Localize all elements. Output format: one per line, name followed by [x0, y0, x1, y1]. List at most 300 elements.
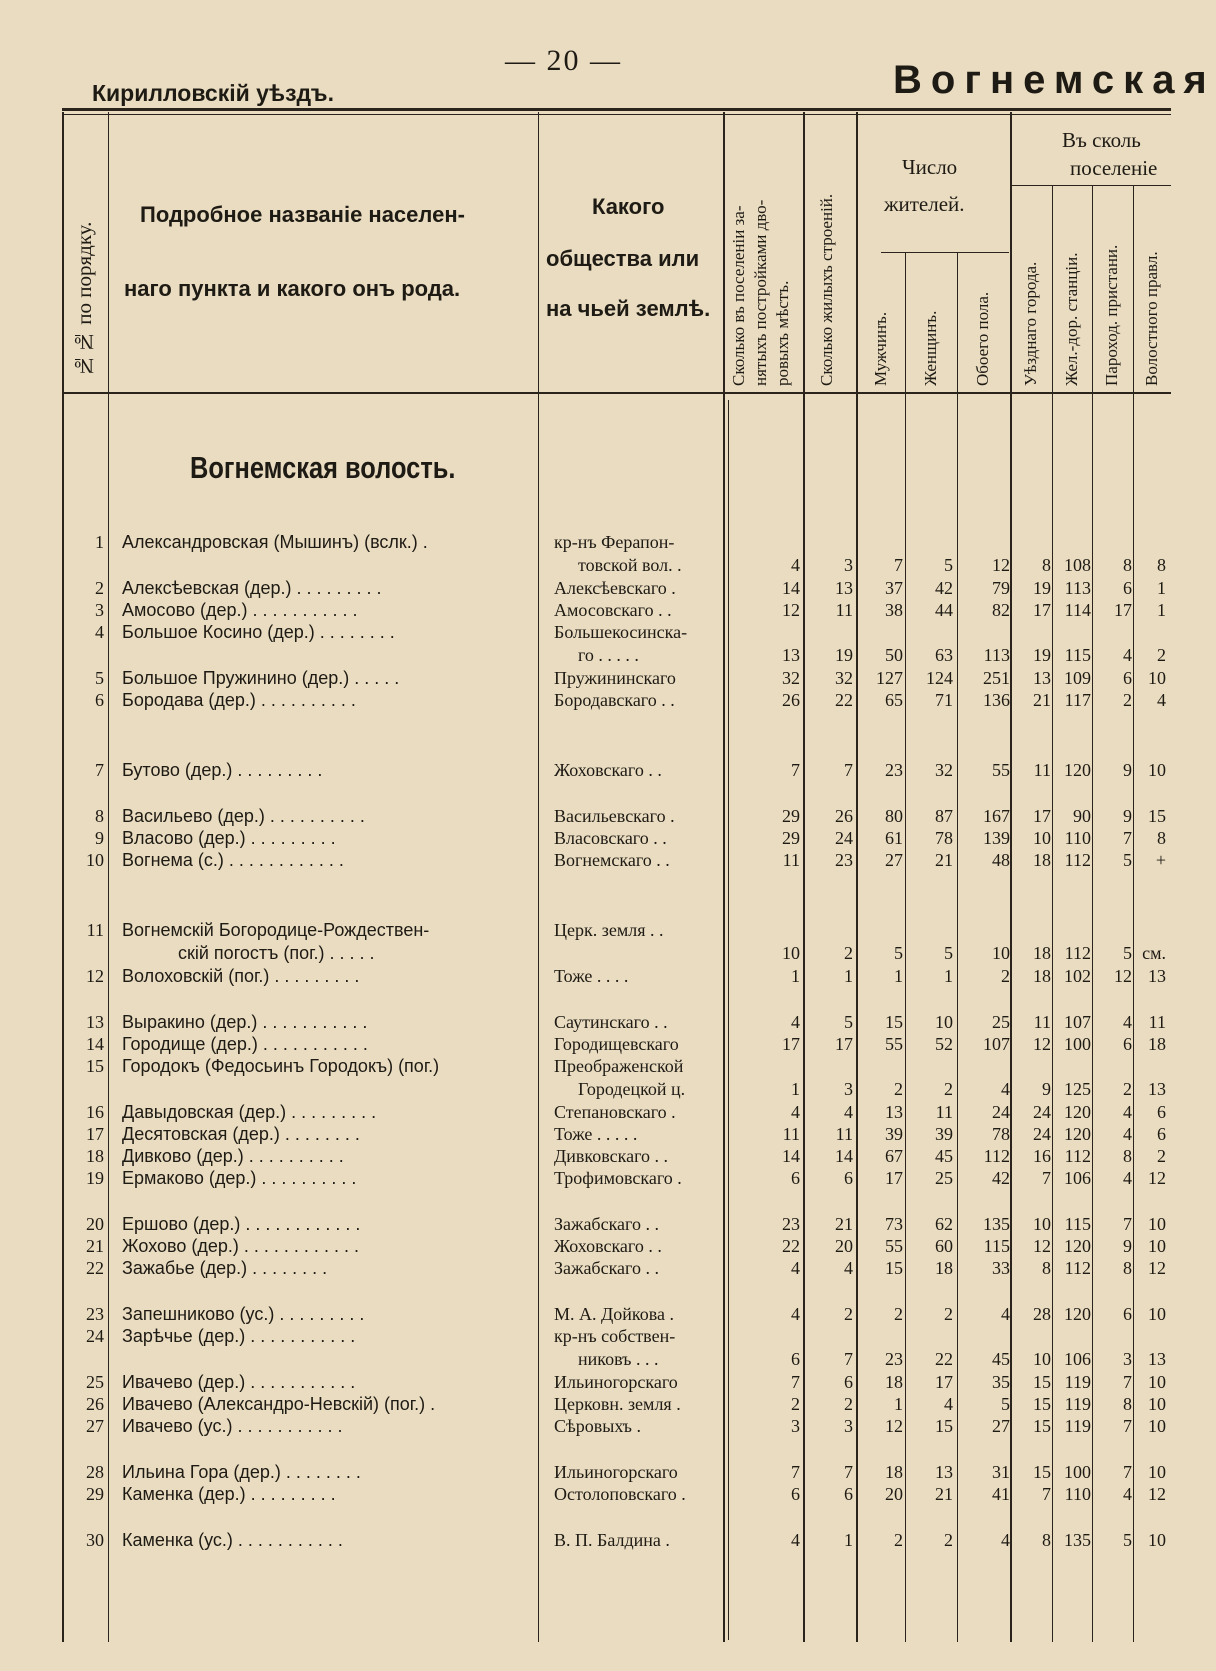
table-row	[0, 828, 1171, 850]
courtyards-value: 4	[791, 1102, 800, 1122]
table-row	[0, 1056, 1171, 1078]
dist-volost-value: 8	[1157, 555, 1166, 575]
dist-town-value: 15	[1033, 1394, 1051, 1414]
row-number: 9	[95, 828, 104, 848]
society-name: Дивковскаго . .	[554, 1146, 669, 1166]
buildings-value: 5	[844, 1012, 853, 1032]
settlement-name: Бутово (дер.) . . . . . . . . .	[122, 760, 323, 780]
dist-pier-value: 6	[1123, 1034, 1132, 1054]
table-row	[0, 1462, 1171, 1484]
courtyards-value: 12	[782, 600, 800, 620]
dist-railway-value: 119	[1064, 1372, 1091, 1392]
both-sexes-value: 4	[1001, 1304, 1010, 1324]
dist-volost-value: 2	[1157, 1146, 1166, 1166]
dist-volost-value: 10	[1148, 1462, 1166, 1482]
men-value: 65	[885, 690, 903, 710]
society-name: В. П. Балдина .	[554, 1530, 670, 1550]
buildings-value: 7	[844, 760, 853, 780]
both-sexes-value: 4	[1001, 1079, 1010, 1099]
society-name: Трофимовскаго .	[554, 1168, 682, 1188]
women-value: 22	[935, 1349, 953, 1369]
table-row	[0, 1102, 1171, 1124]
both-sexes-value: 24	[992, 1102, 1010, 1122]
courtyards-value: 7	[791, 1462, 800, 1482]
dist-railway-value: 119	[1064, 1416, 1091, 1436]
women-value: 87	[935, 806, 953, 826]
men-value: 2	[894, 1079, 903, 1099]
settlement-name: Давыдовская (дер.) . . . . . . . . .	[122, 1102, 377, 1122]
row-number: 15	[86, 1056, 104, 1076]
dist-town-value: 16	[1033, 1146, 1051, 1166]
dist-town-value: 28	[1033, 1304, 1051, 1324]
courtyards-value: 11	[782, 850, 800, 870]
buildings-value: 32	[835, 668, 853, 688]
settlement-name: Вогнемскій Богородице-Рождествен-	[122, 920, 430, 940]
men-value: 55	[885, 1034, 903, 1054]
dist-town-value: 24	[1033, 1102, 1051, 1122]
buildings-value: 2	[844, 1394, 853, 1414]
dist-volost-value: см.	[1142, 943, 1166, 963]
dist-pier-value: 5	[1123, 850, 1132, 870]
buildings-value: 4	[844, 1102, 853, 1122]
col-header-volost-board: Волостного правл.	[1142, 251, 1161, 386]
dist-volost-value: 10	[1148, 1236, 1166, 1256]
table-row	[0, 850, 1171, 872]
dist-town-value: 17	[1033, 600, 1051, 620]
courtyards-value: 17	[782, 1034, 800, 1054]
dist-railway-value: 106	[1064, 1349, 1091, 1369]
courtyards-value: 32	[782, 668, 800, 688]
dist-volost-value: 4	[1157, 690, 1166, 710]
men-value: 61	[885, 828, 903, 848]
dist-railway-value: 119	[1064, 1394, 1091, 1414]
table-row	[0, 806, 1171, 828]
table-row	[0, 1236, 1171, 1258]
dist-railway-value: 107	[1064, 1012, 1091, 1032]
dist-volost-value: 10	[1148, 668, 1166, 688]
settlement-name: Васильево (дер.) . . . . . . . . . .	[122, 806, 365, 826]
table-row	[0, 1416, 1171, 1438]
buildings-value: 6	[844, 1484, 853, 1504]
table-row	[0, 1124, 1171, 1146]
dist-town-value: 17	[1033, 806, 1051, 826]
men-value: 55	[885, 1236, 903, 1256]
row-number: 26	[86, 1394, 104, 1414]
dist-volost-value: 10	[1148, 1394, 1166, 1414]
row-number: 29	[86, 1484, 104, 1504]
women-value: 62	[935, 1214, 953, 1234]
col-header-name-1: Подробное названіе населен-	[140, 202, 465, 227]
row-number: 10	[86, 850, 104, 870]
dist-volost-value: 10	[1148, 1416, 1166, 1436]
settlement-name: Вогнема (с.) . . . . . . . . . . . .	[122, 850, 344, 870]
dist-volost-value: 8	[1157, 828, 1166, 848]
col-header-women: Женщинъ.	[921, 310, 940, 386]
both-sexes-value: 2	[1001, 966, 1010, 986]
dist-railway-value: 117	[1064, 690, 1091, 710]
dist-pier-value: 6	[1123, 578, 1132, 598]
society-name: Зажабскаго . .	[554, 1258, 659, 1278]
table-row	[0, 1304, 1171, 1326]
dist-pier-value: 8	[1123, 1258, 1132, 1278]
both-sexes-value: 55	[992, 760, 1010, 780]
settlement-name: Большое Косино (дер.) . . . . . . . .	[122, 622, 395, 642]
settlement-name: Десятовская (дер.) . . . . . . . .	[122, 1124, 360, 1144]
table-top-rule	[62, 108, 1171, 111]
dist-town-value: 21	[1033, 690, 1051, 710]
society-name: Ильиногорскаго	[554, 1462, 678, 1482]
col-header-pier: Пароход. пристани.	[1102, 244, 1121, 386]
men-value: 80	[885, 806, 903, 826]
both-sexes-value: 78	[992, 1124, 1010, 1144]
dist-pier-value: 8	[1123, 1394, 1132, 1414]
dist-volost-value: 12	[1148, 1168, 1166, 1188]
courtyards-value: 6	[791, 1349, 800, 1369]
settlement-name: Амосово (дер.) . . . . . . . . . . .	[122, 600, 358, 620]
table-row	[0, 760, 1171, 782]
courtyards-value: 13	[782, 645, 800, 665]
dist-pier-value: 4	[1123, 1168, 1132, 1188]
courtyards-value: 23	[782, 1214, 800, 1234]
society-name: Остолоповскаго .	[554, 1484, 686, 1504]
buildings-value: 20	[835, 1236, 853, 1256]
row-number: 20	[86, 1214, 104, 1234]
table-row	[0, 668, 1171, 690]
table-row	[0, 600, 1171, 622]
men-value: 2	[894, 1304, 903, 1324]
women-value: 32	[935, 760, 953, 780]
dist-town-value: 15	[1033, 1372, 1051, 1392]
women-value: 21	[935, 850, 953, 870]
dist-town-value: 8	[1042, 1530, 1051, 1550]
settlement-name: Алексѣевская (дер.) . . . . . . . . .	[122, 578, 382, 598]
dist-volost-value: 10	[1148, 1304, 1166, 1324]
society-name: Пружининскаго	[554, 668, 676, 688]
both-sexes-value: 112	[983, 1146, 1010, 1166]
dist-pier-value: 6	[1123, 668, 1132, 688]
men-value: 23	[885, 1349, 903, 1369]
dist-pier-value: 2	[1123, 690, 1132, 710]
women-value: 78	[935, 828, 953, 848]
society-name: Бородавскаго . .	[554, 690, 675, 710]
courtyards-value: 7	[791, 760, 800, 780]
col-header-buildings: Сколько жилыхъ строеній.	[817, 193, 836, 386]
men-value: 12	[885, 1416, 903, 1436]
dist-railway-value: 112	[1064, 850, 1091, 870]
row-number: 21	[86, 1236, 104, 1256]
settlement-name: Власово (дер.) . . . . . . . . .	[122, 828, 336, 848]
row-number: 19	[86, 1168, 104, 1188]
buildings-value: 7	[844, 1462, 853, 1482]
dist-railway-value: 115	[1064, 645, 1091, 665]
dist-pier-value: 7	[1123, 1462, 1132, 1482]
table-row	[0, 1146, 1171, 1168]
row-number: 13	[86, 1012, 104, 1032]
society-name: Тоже . . . . .	[554, 1124, 638, 1144]
society-name: Амосовскаго . .	[554, 600, 672, 620]
volost-running-title: Вогнемская	[893, 58, 1216, 102]
buildings-value: 22	[835, 690, 853, 710]
both-sexes-value: 79	[992, 578, 1010, 598]
buildings-value: 23	[835, 850, 853, 870]
men-value: 18	[885, 1462, 903, 1482]
col-header-residents-1: Число	[902, 155, 958, 179]
women-value: 42	[935, 578, 953, 598]
dist-pier-value: 17	[1114, 600, 1132, 620]
settlement-name: Каменка (дер.) . . . . . . . . .	[122, 1484, 336, 1504]
society-name: Преображенской	[554, 1056, 684, 1076]
courtyards-value: 4	[791, 1012, 800, 1032]
dist-town-value: 18	[1033, 850, 1051, 870]
buildings-value: 3	[844, 1079, 853, 1099]
table-row-continuation	[0, 555, 1171, 577]
dist-town-value: 19	[1033, 578, 1051, 598]
buildings-value: 21	[835, 1214, 853, 1234]
women-value: 2	[944, 1530, 953, 1550]
dist-pier-value: 9	[1123, 806, 1132, 826]
dist-town-value: 18	[1033, 943, 1051, 963]
dist-volost-value: 6	[1157, 1124, 1166, 1144]
dist-railway-value: 120	[1064, 1102, 1091, 1122]
society-name: Большекосинска-	[554, 622, 688, 642]
col-header-district-town: Уѣзднаго города.	[1021, 261, 1040, 386]
settlement-name: Жохово (дер.) . . . . . . . . . . . .	[122, 1236, 359, 1256]
buildings-value: 24	[835, 828, 853, 848]
men-value: 127	[876, 668, 903, 688]
buildings-value: 17	[835, 1034, 853, 1054]
buildings-value: 6	[844, 1168, 853, 1188]
courtyards-value: 11	[782, 1124, 800, 1144]
residents-split-rule	[881, 252, 1009, 253]
table-row	[0, 1394, 1171, 1416]
courtyards-value: 3	[791, 1416, 800, 1436]
table-row	[0, 1214, 1171, 1236]
buildings-value: 13	[835, 578, 853, 598]
row-number: 28	[86, 1462, 104, 1482]
dist-railway-value: 112	[1064, 943, 1091, 963]
dist-volost-value: 12	[1148, 1258, 1166, 1278]
both-sexes-value: 5	[1001, 1394, 1010, 1414]
dist-volost-value: 13	[1148, 1349, 1166, 1369]
dist-volost-value: 1	[1157, 578, 1166, 598]
dist-volost-value: 6	[1157, 1102, 1166, 1122]
society-name: Алексѣевскаго .	[554, 578, 676, 598]
buildings-value: 11	[835, 600, 853, 620]
table-row	[0, 1530, 1171, 1552]
women-value: 124	[926, 668, 953, 688]
society-name: Сѣровыхъ .	[554, 1416, 641, 1436]
men-value: 5	[894, 943, 903, 963]
men-value: 37	[885, 578, 903, 598]
courtyards-value: 14	[782, 578, 800, 598]
dist-pier-value: 7	[1123, 828, 1132, 848]
row-number: 18	[86, 1146, 104, 1166]
buildings-value: 26	[835, 806, 853, 826]
courtyards-value: 6	[791, 1484, 800, 1504]
men-value: 20	[885, 1484, 903, 1504]
dist-pier-value: 7	[1123, 1372, 1132, 1392]
dist-volost-value: 13	[1148, 966, 1166, 986]
table-row	[0, 920, 1171, 942]
row-number: 3	[95, 600, 104, 620]
both-sexes-value: 10	[992, 943, 1010, 963]
settlement-name: Бородава (дер.) . . . . . . . . . .	[122, 690, 356, 710]
both-sexes-value: 41	[992, 1484, 1010, 1504]
both-sexes-value: 4	[1001, 1530, 1010, 1550]
dist-railway-value: 135	[1064, 1530, 1091, 1550]
men-value: 39	[885, 1124, 903, 1144]
row-number: 16	[86, 1102, 104, 1122]
col-header-order: №№ по порядку.	[72, 221, 96, 378]
row-number: 22	[86, 1258, 104, 1278]
dist-pier-value: 8	[1123, 1146, 1132, 1166]
col-header-distance-1: Въ сколь	[1062, 128, 1141, 152]
buildings-value: 3	[844, 1416, 853, 1436]
dist-pier-value: 5	[1123, 943, 1132, 963]
society-name: Жоховскаго . .	[554, 1236, 662, 1256]
dist-railway-value: 120	[1064, 1304, 1091, 1324]
table-row	[0, 532, 1171, 554]
col-header-courtyards-1: Сколько въ поселеніи за-	[729, 205, 748, 386]
women-value: 10	[935, 1012, 953, 1032]
table-top-rule-thin	[62, 114, 1171, 115]
table-row	[0, 1168, 1171, 1190]
row-number: 4	[95, 622, 104, 642]
both-sexes-value: 45	[992, 1349, 1010, 1369]
col-header-men: Мужчинъ.	[871, 311, 890, 386]
settlement-name: Запешниково (ус.) . . . . . . . . .	[122, 1304, 365, 1324]
dist-town-value: 24	[1033, 1124, 1051, 1144]
courtyards-value: 1	[791, 966, 800, 986]
dist-volost-value: 10	[1148, 1214, 1166, 1234]
dist-town-value: 10	[1033, 1214, 1051, 1234]
dist-pier-value: 4	[1123, 1012, 1132, 1032]
dist-railway-value: 125	[1064, 1079, 1091, 1099]
society-name-cont: товской вол. .	[578, 555, 682, 575]
men-value: 50	[885, 645, 903, 665]
buildings-value: 11	[835, 1124, 853, 1144]
dist-railway-value: 114	[1064, 600, 1091, 620]
dist-pier-value: 9	[1123, 1236, 1132, 1256]
buildings-value: 14	[835, 1146, 853, 1166]
both-sexes-value: 113	[983, 645, 1010, 665]
col-header-railway: Жел.-дор. станціи.	[1062, 252, 1081, 386]
women-value: 18	[935, 1258, 953, 1278]
dist-pier-value: 4	[1123, 645, 1132, 665]
col-header-society-2: общества или	[546, 246, 700, 271]
col-header-distance-2: поселеніе	[1070, 156, 1158, 180]
both-sexes-value: 115	[983, 1236, 1010, 1256]
settlement-name: Волоховскій (пог.) . . . . . . . . .	[122, 966, 360, 986]
society-name: Зажабскаго . .	[554, 1214, 659, 1234]
buildings-value: 2	[844, 943, 853, 963]
women-value: 52	[935, 1034, 953, 1054]
both-sexes-value: 33	[992, 1258, 1010, 1278]
dist-town-value: 18	[1033, 966, 1051, 986]
society-name-cont: Городецкой ц.	[578, 1079, 686, 1099]
men-value: 15	[885, 1012, 903, 1032]
women-value: 63	[935, 645, 953, 665]
dist-pier-value: 9	[1123, 760, 1132, 780]
courtyards-value: 6	[791, 1168, 800, 1188]
women-value: 45	[935, 1146, 953, 1166]
women-value: 13	[935, 1462, 953, 1482]
women-value: 44	[935, 600, 953, 620]
women-value: 17	[935, 1372, 953, 1392]
women-value: 71	[935, 690, 953, 710]
settlement-name: Каменка (ус.) . . . . . . . . . . .	[122, 1530, 343, 1550]
buildings-value: 1	[844, 966, 853, 986]
society-name: Ильиногорскаго	[554, 1372, 678, 1392]
settlement-name: Городище (дер.) . . . . . . . . . . .	[122, 1034, 368, 1054]
courtyards-value: 22	[782, 1236, 800, 1256]
society-name: Жоховскаго . .	[554, 760, 662, 780]
dist-volost-value: 2	[1157, 645, 1166, 665]
row-number: 14	[86, 1034, 104, 1054]
courtyards-value: 29	[782, 806, 800, 826]
row-number: 17	[86, 1124, 104, 1144]
dist-town-value: 15	[1033, 1416, 1051, 1436]
buildings-value: 2	[844, 1304, 853, 1324]
dist-town-value: 10	[1033, 828, 1051, 848]
dist-volost-value: 10	[1148, 1372, 1166, 1392]
col-header-society-1: Какого	[592, 194, 665, 219]
society-name: Вогнемскаго . .	[554, 850, 670, 870]
society-name: Васильевскаго .	[554, 806, 675, 826]
courtyards-value: 4	[791, 1530, 800, 1550]
dist-town-value: 12	[1033, 1034, 1051, 1054]
dist-pier-value: 4	[1123, 1484, 1132, 1504]
header-bottom-rule	[62, 392, 1171, 394]
dist-volost-value: +	[1155, 850, 1166, 870]
row-number: 11	[86, 920, 104, 940]
dist-railway-value: 109	[1064, 668, 1091, 688]
dist-pier-value: 7	[1123, 1416, 1132, 1436]
dist-railway-value: 115	[1064, 1214, 1091, 1234]
dist-town-value: 11	[1033, 760, 1051, 780]
both-sexes-value: 82	[992, 600, 1010, 620]
settlement-name: Ершово (дер.) . . . . . . . . . . . .	[122, 1214, 361, 1234]
settlement-name: Зажабье (дер.) . . . . . . . .	[122, 1258, 328, 1278]
courtyards-value: 4	[791, 555, 800, 575]
dist-pier-value: 7	[1123, 1214, 1132, 1234]
table-row-continuation	[0, 1079, 1171, 1101]
men-value: 23	[885, 760, 903, 780]
dist-pier-value: 5	[1123, 1530, 1132, 1550]
dist-town-value: 15	[1033, 1462, 1051, 1482]
buildings-value: 6	[844, 1372, 853, 1392]
buildings-value: 4	[844, 1258, 853, 1278]
dist-town-value: 13	[1033, 668, 1051, 688]
page-number: — 20 —	[505, 44, 622, 77]
dist-railway-value: 110	[1064, 1484, 1091, 1504]
women-value: 2	[944, 1304, 953, 1324]
society-name-cont: го . . . . .	[578, 645, 639, 665]
dist-railway-value: 102	[1064, 966, 1091, 986]
courtyards-value: 29	[782, 828, 800, 848]
table-row-continuation	[0, 1349, 1171, 1371]
courtyards-value: 2	[791, 1394, 800, 1414]
dist-railway-value: 90	[1073, 806, 1091, 826]
men-value: 1	[894, 1394, 903, 1414]
society-name: Церк. земля . .	[554, 920, 664, 940]
courtyards-value: 10	[782, 943, 800, 963]
dist-pier-value: 4	[1123, 1124, 1132, 1144]
both-sexes-value: 48	[992, 850, 1010, 870]
section-title: Вогнемская волость.	[190, 450, 456, 485]
dist-railway-value: 120	[1064, 760, 1091, 780]
both-sexes-value: 135	[983, 1214, 1010, 1234]
